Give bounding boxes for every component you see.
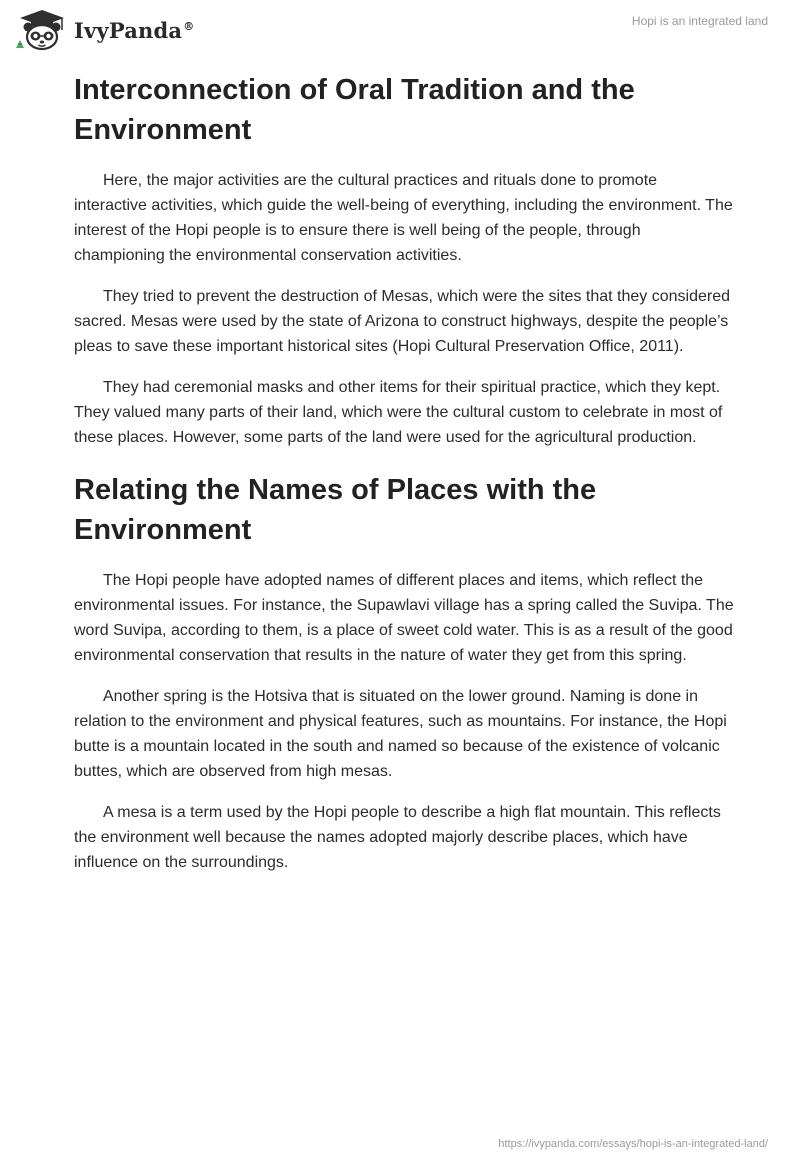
brand-logo[interactable] <box>14 8 194 52</box>
heading-line-1: Interconnection of Oral Tradition and the <box>74 74 635 106</box>
paragraph: Another spring is the Hotsiva that is situated on the lower ground. Naming is done in relation to the environment and physical features, such as mountains. For instance, the Hopi butte is a mountain located in the south and named so because of the existence of volcanic buttes, which are observed from high mesas. <box>74 688 727 780</box>
paragraph: They had ceremonial masks and other items for their spiritual practice, which they kept. They valued many parts of their land, which were the cultural custom to celebrate in most of these places. However, some parts of the land were used for the agricultural production. <box>74 379 723 446</box>
page-header <box>0 0 800 60</box>
section-heading <box>74 70 734 150</box>
brand-name-text: IvyPanda <box>74 17 183 43</box>
section-names-of-places <box>74 470 734 875</box>
paragraph: They tried to prevent the destruction of Mesas, which were the sites that they considered sacred. Mesas were used by the state of Arizona to construct highways, despite the people’s pleas to save these important historical sites (Hopi Cultural Preservation Office, 2011). <box>74 288 730 355</box>
registered-mark: ® <box>183 19 195 33</box>
source-url-link[interactable]: https://ivypanda.com/essays/hopi-is-an-integrated-land/ <box>498 1138 768 1150</box>
heading-line-2: Environment <box>74 114 252 146</box>
running-title: Hopi is an integrated land <box>631 14 768 28</box>
section-heading <box>74 470 734 550</box>
heading-line-2: Environment <box>74 514 252 546</box>
panda-graduate-icon <box>14 8 70 52</box>
brand-name <box>74 18 194 43</box>
paragraph: A mesa is a term used by the Hopi people to describe a high flat mountain. This reflects the environment well because the names adopted majorly describe places, which have influence on the surroundings. <box>74 804 721 871</box>
essay-content <box>74 70 734 891</box>
paragraph: The Hopi people have adopted names of different places and items, which reflect the environmental issues. For instance, the Supawlavi village has a spring called the Suvipa. The word Suvipa, according to them, is a place of sweet cold water. This is as a result of the good environmental conservation that results in the nature of water they get from this spring. <box>74 572 734 664</box>
heading-line-1: Relating the Names of Places with the <box>74 474 597 506</box>
section-oral-tradition <box>74 70 734 450</box>
paragraph: Here, the major activities are the cultural practices and rituals done to promote interactive activities, which guide the well-being of everything, including the environment. The interest of the Hopi people is to ensure there is well being of the people, through championing the environmental conservation activities. <box>74 172 733 264</box>
